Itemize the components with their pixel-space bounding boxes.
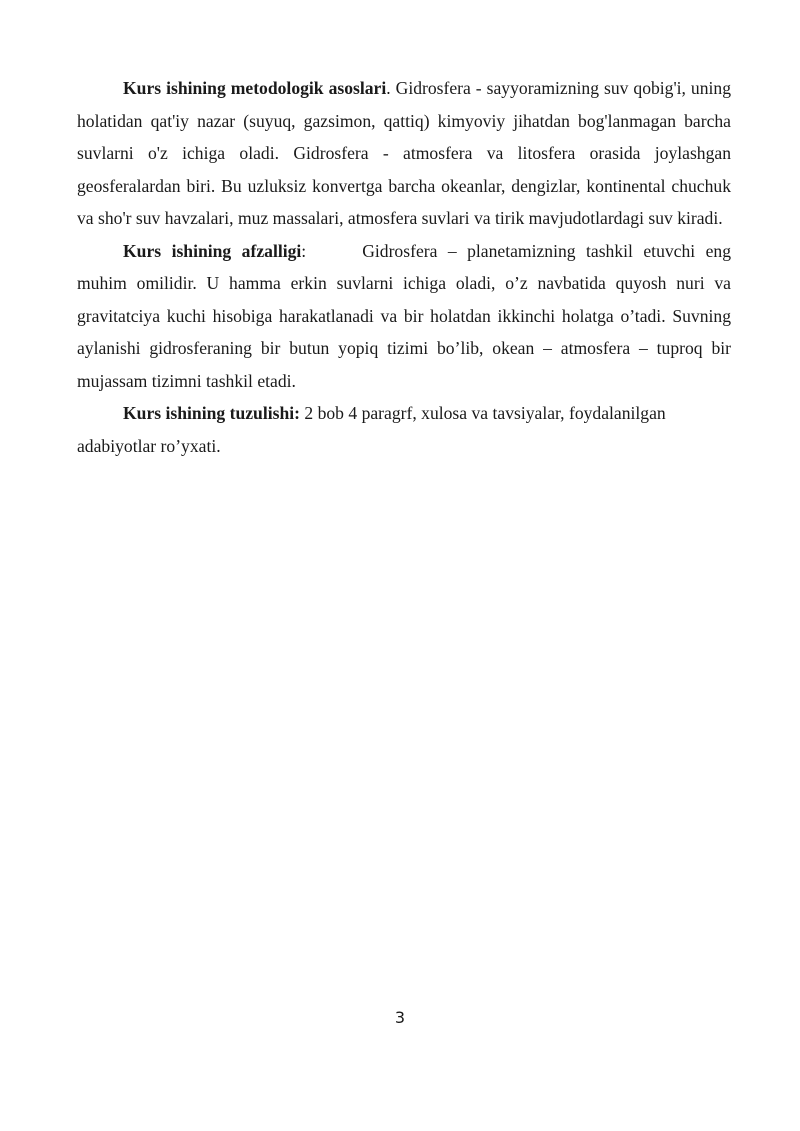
page-number: 3: [394, 1008, 406, 1027]
paragraph-separator: :: [301, 240, 307, 261]
paragraph-methodology: [77, 72, 731, 235]
paragraph-lead: Kurs ishining metodologik asoslari: [123, 78, 387, 98]
document-page: [77, 72, 731, 462]
paragraph-body: Gidrosfera - sayyoramizning suv qobig'i, uning holatidan qat'iy nazar (suyuq, gazsimon, qattiq) kimyoviy jihatdan bog'lanmagan barcha suvlarni o'z ichiga oladi. Gidrosfera - atmosfera va litosfera orasida joylashgan geosferalardan biri. Bu uzluksiz konvertga barcha okeanlar, dengizlar, kontinental chuchuk va sho'r suv havzalari, muz massalari, atmosfera suvlari va tirik mavjudotlardagi suv kiradi.: [77, 78, 731, 228]
paragraph-body: 2 bob 4 paragrf, xulosa va tavsiyalar, foydalanilgan adabiyotlar ro’yxati.: [77, 403, 666, 456]
paragraph-lead: Kurs ishining tuzulishi:: [123, 403, 300, 423]
paragraph-lead: Kurs ishining afzalligi: [123, 240, 302, 261]
paragraph-body: Gidrosfera – planetamizning tashkil etuvchi eng muhim omilidir. U hamma erkin suvlarni ichiga oladi, o’z navbatida quyosh nuri va gravitatciya kuchi hisobiga harakatlanadi va bir holatdan ikkinchi holatga o’tadi. Suvning aylanishi gidrosferaning bir butun yopiq tizimi bo’lib, okean – atmosfera – tuproq bir mujassam tizimni tashkil etadi.: [77, 240, 731, 391]
paragraph-advantage: [77, 235, 731, 398]
paragraph-structure: [77, 397, 731, 462]
paragraph-separator: .: [386, 78, 396, 98]
